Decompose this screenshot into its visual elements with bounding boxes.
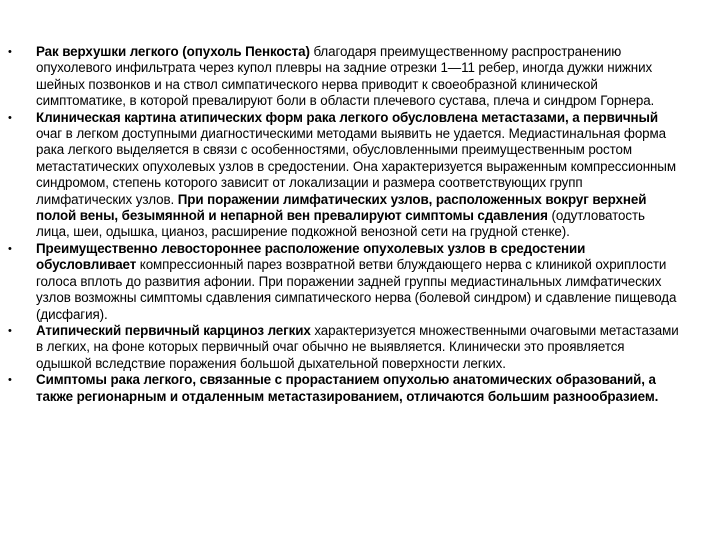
bullet-icon: • [8,46,12,58]
bullet-icon: • [8,111,12,124]
body-text: характеризуется множественными очаговыми метастазами в легких, на фоне которых первичный очаг обычно не выявляется. Клинически это проявляется одышкой вследствие поражения большой дыхательной поверхности легких. [36,322,679,371]
bullet-item [8,322,682,372]
bold-text: Клиническая картина атипических форм рака легкого обусловлена метастазами, а первичный [36,109,658,125]
bold-text: Симптомы рака легкого, связанные с прорастанием опухолью анатомических образований, а также регионарным и отдаленным метастазированием, отличаются большим разнообразием. [36,372,659,404]
bold-text: Преимущественно левостороннее расположение опухолевых узлов в средостении обусловливает [36,240,586,273]
body-text: компрессионный парез возвратной ветви блуждающего нерва с клиникой охриплости голоса вплоть до развития афонии. При поражении задней группы медиастинальных лимфатических узлов возможны симптомы сдавления симпатического нерва (болевой синдром) и сдавление пищевода (дисфагия). [36,257,677,322]
bullet-item [8,372,682,405]
body-text: (одутловатость лица, шеи, одышка, цианоз, расширение подкожной венозной сети на грудной стенке). [36,208,645,240]
bullet-icon: • [8,324,12,337]
bullet-icon: • [8,242,12,255]
bullet-item [8,109,682,241]
bullet-icon: • [8,374,12,387]
body-text: благодаря преимущественному распространению опухолевого инфильтрата через купол плевры на задние отрезки 1—11 ребер, иногда дужки нижних шейных позвонков и на ствол симпатического нерва приводит к своеобразной клинической симптоматике, в которой превалируют боли в области плечевого сустава, плеча и синдром Горнера. [36,44,655,109]
bullet-list [8,44,682,405]
bold-text: Атипический первичный карциноз легких [36,322,311,338]
body-text: очаг в легком доступными диагностическими методами выявить не удается. Медиастинальная форма рака легкого выделяется в связи с особенностями, обусловленными преимущественным ростом метастатических опухолевых узлов в средостении. Она характеризуется выраженным компрессионным синдромом, степень которого зависит от локализации и размера соответствующих групп лимфатических узлов. [36,126,676,207]
bold-text: Рак верхушки легкого (опухоль Пенкоста) [36,44,310,59]
bullet-item [8,44,682,110]
bullet-item [8,240,682,323]
bold-text: При поражении лимфатических узлов, расположенных вокруг верхней полой вены, безымянной и непарной вен превалируют симптомы сдавления [36,191,647,224]
